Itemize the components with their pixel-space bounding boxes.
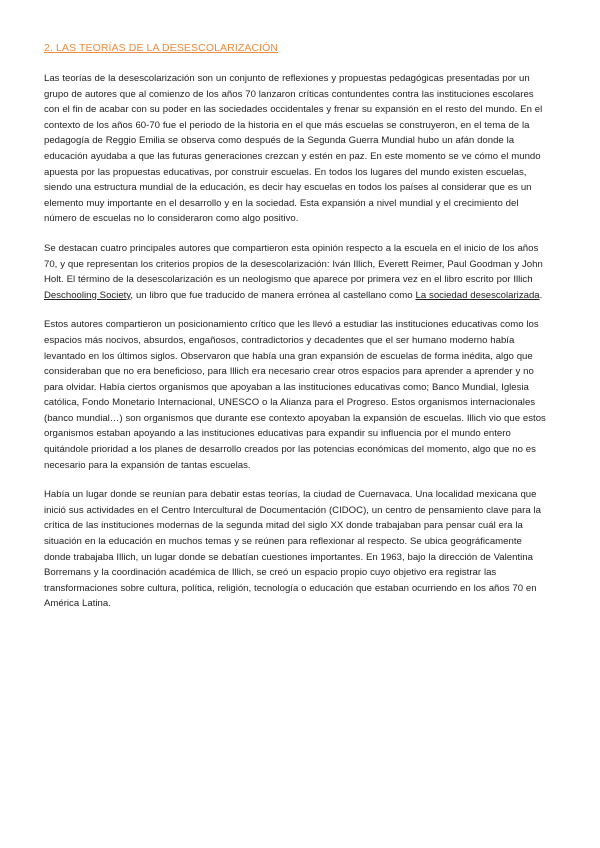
paragraph-critique: Estos autores compartieron un posicionamiento crítico que les llevó a estudiar las instituciones educativas como los espacios más nocivos, absurdos, engañosos, contradictorios y decadentes que el ser humano moderno había levantado en los últimos siglos. Observaron que había una gran expansión de escuelas de forma inédita, algo que consideraban que no era beneficioso, para Illich era necesario crear otros espacios para aprender a aprender y no para olvidar. Había ciertos organismos que apoyaban a las instituciones educativas como; Banco Mundial, Iglesia católica, Fondo Monetario Internacional, UNESCO o la Alianza para el Progreso. Estos organismos internacionales (banco mundial…) son organismos que durante ese contexto apoyaban la expansión de escuelas. Illich vio que estos organismos estaban apoyando a las instituciones educativas para expandir su influencia por el mundo entero quitándole prioridad a los planes de desarrollo creados por las potencias económicas del momento, algo que no es necesario para la expansión de tantas escuelas. <box>44 319 546 471</box>
paragraph-authors-text-2: , un libro que fue traducido de manera errónea al castellano como <box>130 289 416 301</box>
paragraph-authors-text-1: Se destacan cuatro principales autores que compartieron esta opinión respecto a la escuela en el inicio de los años 70, y que representan los criterios propios de la desescolarización: Iván Illich, Everett Reimer, Paul Goodman y John Holt. El término de la desescolarización es un neologismo que aparece por primera vez en el libro escrito por Illich <box>44 242 543 286</box>
paragraph-authors-text-3: . <box>539 289 543 301</box>
paragraph-intro: Las teorías de la desescolarización son un conjunto de reflexiones y propuestas pedagógicas presentadas por un grupo de autores que al comienzo de los años 70 lanzaron críticas contundentes contra las instituciones escolares con el fin de acabar con su poder en las sociedades occidentales y frenar su expansión en el resto del mundo. En el contexto de los años 60-70 fue el periodo de la historia en el que más escuelas se construyeron, en el tema de la pedagogía de Reggio Emilia se observa como después de la Segunda Guerra Mundial hubo un afán donde la educación ayudaba a que las futuras generaciones crezcan y estén en paz. En este momento se ve cómo el mundo apuesta por las propuestas educativas, por construir escuelas. En todos los lugares del mundo existen escuelas, siendo una estructura mundial de la educación, es decir hay escuelas en todos los países al considerar que es un elemento muy importante en el desarrollo y en la sociedad. Esta expansión a nivel mundial y el crecimiento del número de escuelas no lo consideraron como algo positivo. <box>44 73 543 225</box>
paragraph-cuernavaca: Había un lugar donde se reunían para debatir estas teorías, la ciudad de Cuernavaca. Una localidad mexicana que inició sus actividades en el Centro Intercultural de Documentación (CIDOC), un centro de pensamiento clave para la crítica de las instituciones modernas de la segunda mitad del siglo XX donde trabajaban para pensar cuál era la situación en la educación en muchos temas y se reúnen para reflexionar al respecto. Se ubica geográficamente donde trabajaba Illich, un lugar donde se debatían cuestiones importantes. En 1963, bajo la dirección de Valentina Borremans y la coordinación académica de Illich, se creó un espacio propio cuyo objetivo era registrar las transformaciones sobre cultura, política, religión, tecnología o educación que estaban ocurriendo en los años 70 en América Latina. <box>44 489 541 610</box>
paragraph-authors <box>44 241 548 303</box>
section-heading: 2. LAS TEORÍAS DE LA DESESCOLARIZACIÓN <box>44 42 279 54</box>
book-title-deschooling-society: Deschooling Society <box>44 289 131 301</box>
book-title-la-sociedad-desescolarizada: La sociedad desescolarizada <box>415 289 540 301</box>
